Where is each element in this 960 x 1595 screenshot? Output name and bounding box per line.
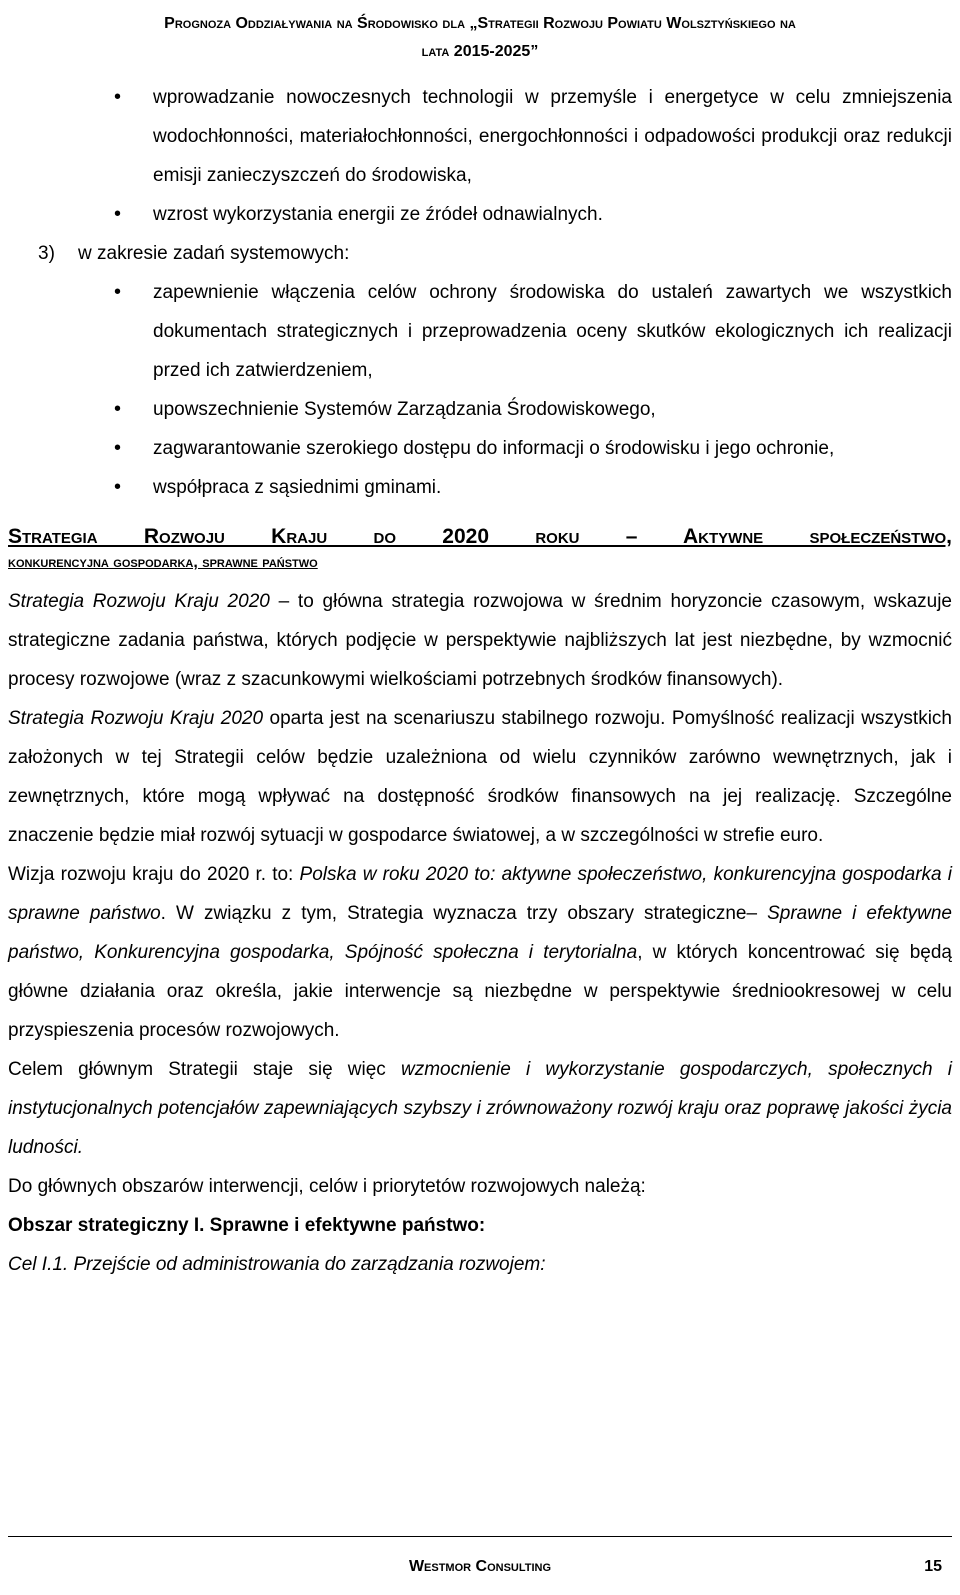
paragraph-main-goal: [8, 1050, 952, 1167]
main-goal-text: wzmocnienie i wykorzystanie gospodarczych, społecznych i instytucjonalnych potencjałów zapewniających szybszy i zrównoważony rozwój kraju oraz poprawę jakości życia ludności.: [8, 1059, 953, 1158]
footer-divider: [8, 1536, 952, 1537]
section-heading-line2: konkurencyjna gospodarka, sprawne państwo: [8, 554, 318, 571]
paragraph-text: Wizja rozwoju kraju do 2020 r. to:: [8, 864, 300, 885]
vision-text: Polska w roku 2020 to: aktywne społeczeństwo, konkurencyjna gospodarka i sprawne państwo: [8, 864, 952, 924]
section-heading: [8, 524, 952, 576]
page-footer: [0, 1548, 960, 1588]
bullet-list-system: [8, 273, 952, 507]
header-title-line2: lata 2015-2025”: [421, 43, 539, 60]
paragraph-text: oparta jest na scenariuszu stabilnego rozwoju. Pomyślność realizacji wszystkich założonych w tej Strategii celów będzie uzależniona od wielu czynników zarówno wewnętrznych, jak i zewnętrznych, które mogą wpływać na dostępność środków finansowych na jej realizację. Szczególne znaczenie będzie miał rozwój sytuacji w gospodarce światowej, a w szczególności w strefie euro.: [8, 708, 952, 846]
paragraph-areas-intro: Do głównych obszarów interwencji, celów i priorytetów rozwojowych należą:: [8, 1176, 646, 1197]
strategic-areas: Sprawne i efektywne państwo, Konkurencyjna gospodarka, Spójność społeczna i terytorialna: [8, 903, 952, 963]
page-number: 15: [924, 1558, 942, 1575]
page-header: [0, 10, 960, 66]
bullet-list-top: [8, 78, 952, 234]
paragraph-intro: [8, 582, 952, 699]
paragraph-text: . W związku z tym, Strategia wyznacza trzy obszary strategiczne–: [160, 903, 768, 924]
item-text: w zakresie zadań systemowych:: [78, 243, 350, 264]
strategy-name: Strategia Rozwoju Kraju 2020: [8, 708, 264, 729]
item-number: 3): [38, 243, 55, 264]
paragraph-text: , w których koncentrować się będą główne działania oraz określa, jakie interwencje są niezbędne w perspektywie średniookresowej w celu przyspieszenia procesów rozwojowych.: [8, 942, 952, 1041]
numbered-item: [8, 234, 952, 273]
paragraph-vision: [8, 855, 952, 1050]
document-body: [8, 78, 952, 1284]
list-item: • zapewnienie włączenia celów ochrony środowiska do ustaleń zawartych we wszystkich dokumentach strategicznych i przeprowadzenia oceny skutków ekologicznych ich realizacji przed ich zatwierdzeniem,: [8, 273, 952, 390]
list-item: • współpraca z sąsiednimi gminami.: [8, 468, 952, 507]
footer-org: Westmor Consulting: [408, 1558, 552, 1575]
list-item: • upowszechnienie Systemów Zarządzania Środowiskowego,: [8, 390, 952, 429]
list-item: • wzrost wykorzystania energii ze źródeł odnawialnych.: [8, 195, 952, 234]
list-item: • zagwarantowanie szerokiego dostępu do informacji o środowisku i jego ochronie,: [8, 429, 952, 468]
section-heading-line1: Strategia Rozwoju Kraju do 2020 roku – Aktywne społeczeństwo,: [8, 525, 952, 548]
goal-heading: Cel I.1. Przejście od administrowania do zarządzania rozwojem:: [8, 1254, 546, 1275]
strategy-name: Strategia Rozwoju Kraju 2020: [8, 591, 270, 612]
list-item: • wprowadzanie nowoczesnych technologii w przemyśle i energetyce w celu zmniejszenia wodochłonności, materiałochłonności, energochłonności i odpadowości produkcji oraz redukcji emisji zanieczyszczeń do środowiska,: [8, 78, 952, 195]
paragraph-text: – to główna strategia rozwojowa w średnim horyzoncie czasowym, wskazuje strategiczne zadania państwa, których podjęcie w perspektywie najbliższych lat jest niezbędne, by wzmocnić procesy rozwojowe (wraz z szacunkowymi wielkościami potrzebnych środków finansowych).: [8, 591, 952, 690]
paragraph-text: Celem głównym Strategii staje się więc: [8, 1059, 401, 1080]
paragraph-scenario: [8, 699, 952, 855]
strategic-area-heading: Obszar strategiczny I. Sprawne i efektywne państwo:: [8, 1215, 486, 1236]
header-title-line1: Prognoza Oddziaływania na Środowisko dla „Strategii Rozwoju Powiatu Wolsztyńskiego na: [164, 15, 796, 32]
